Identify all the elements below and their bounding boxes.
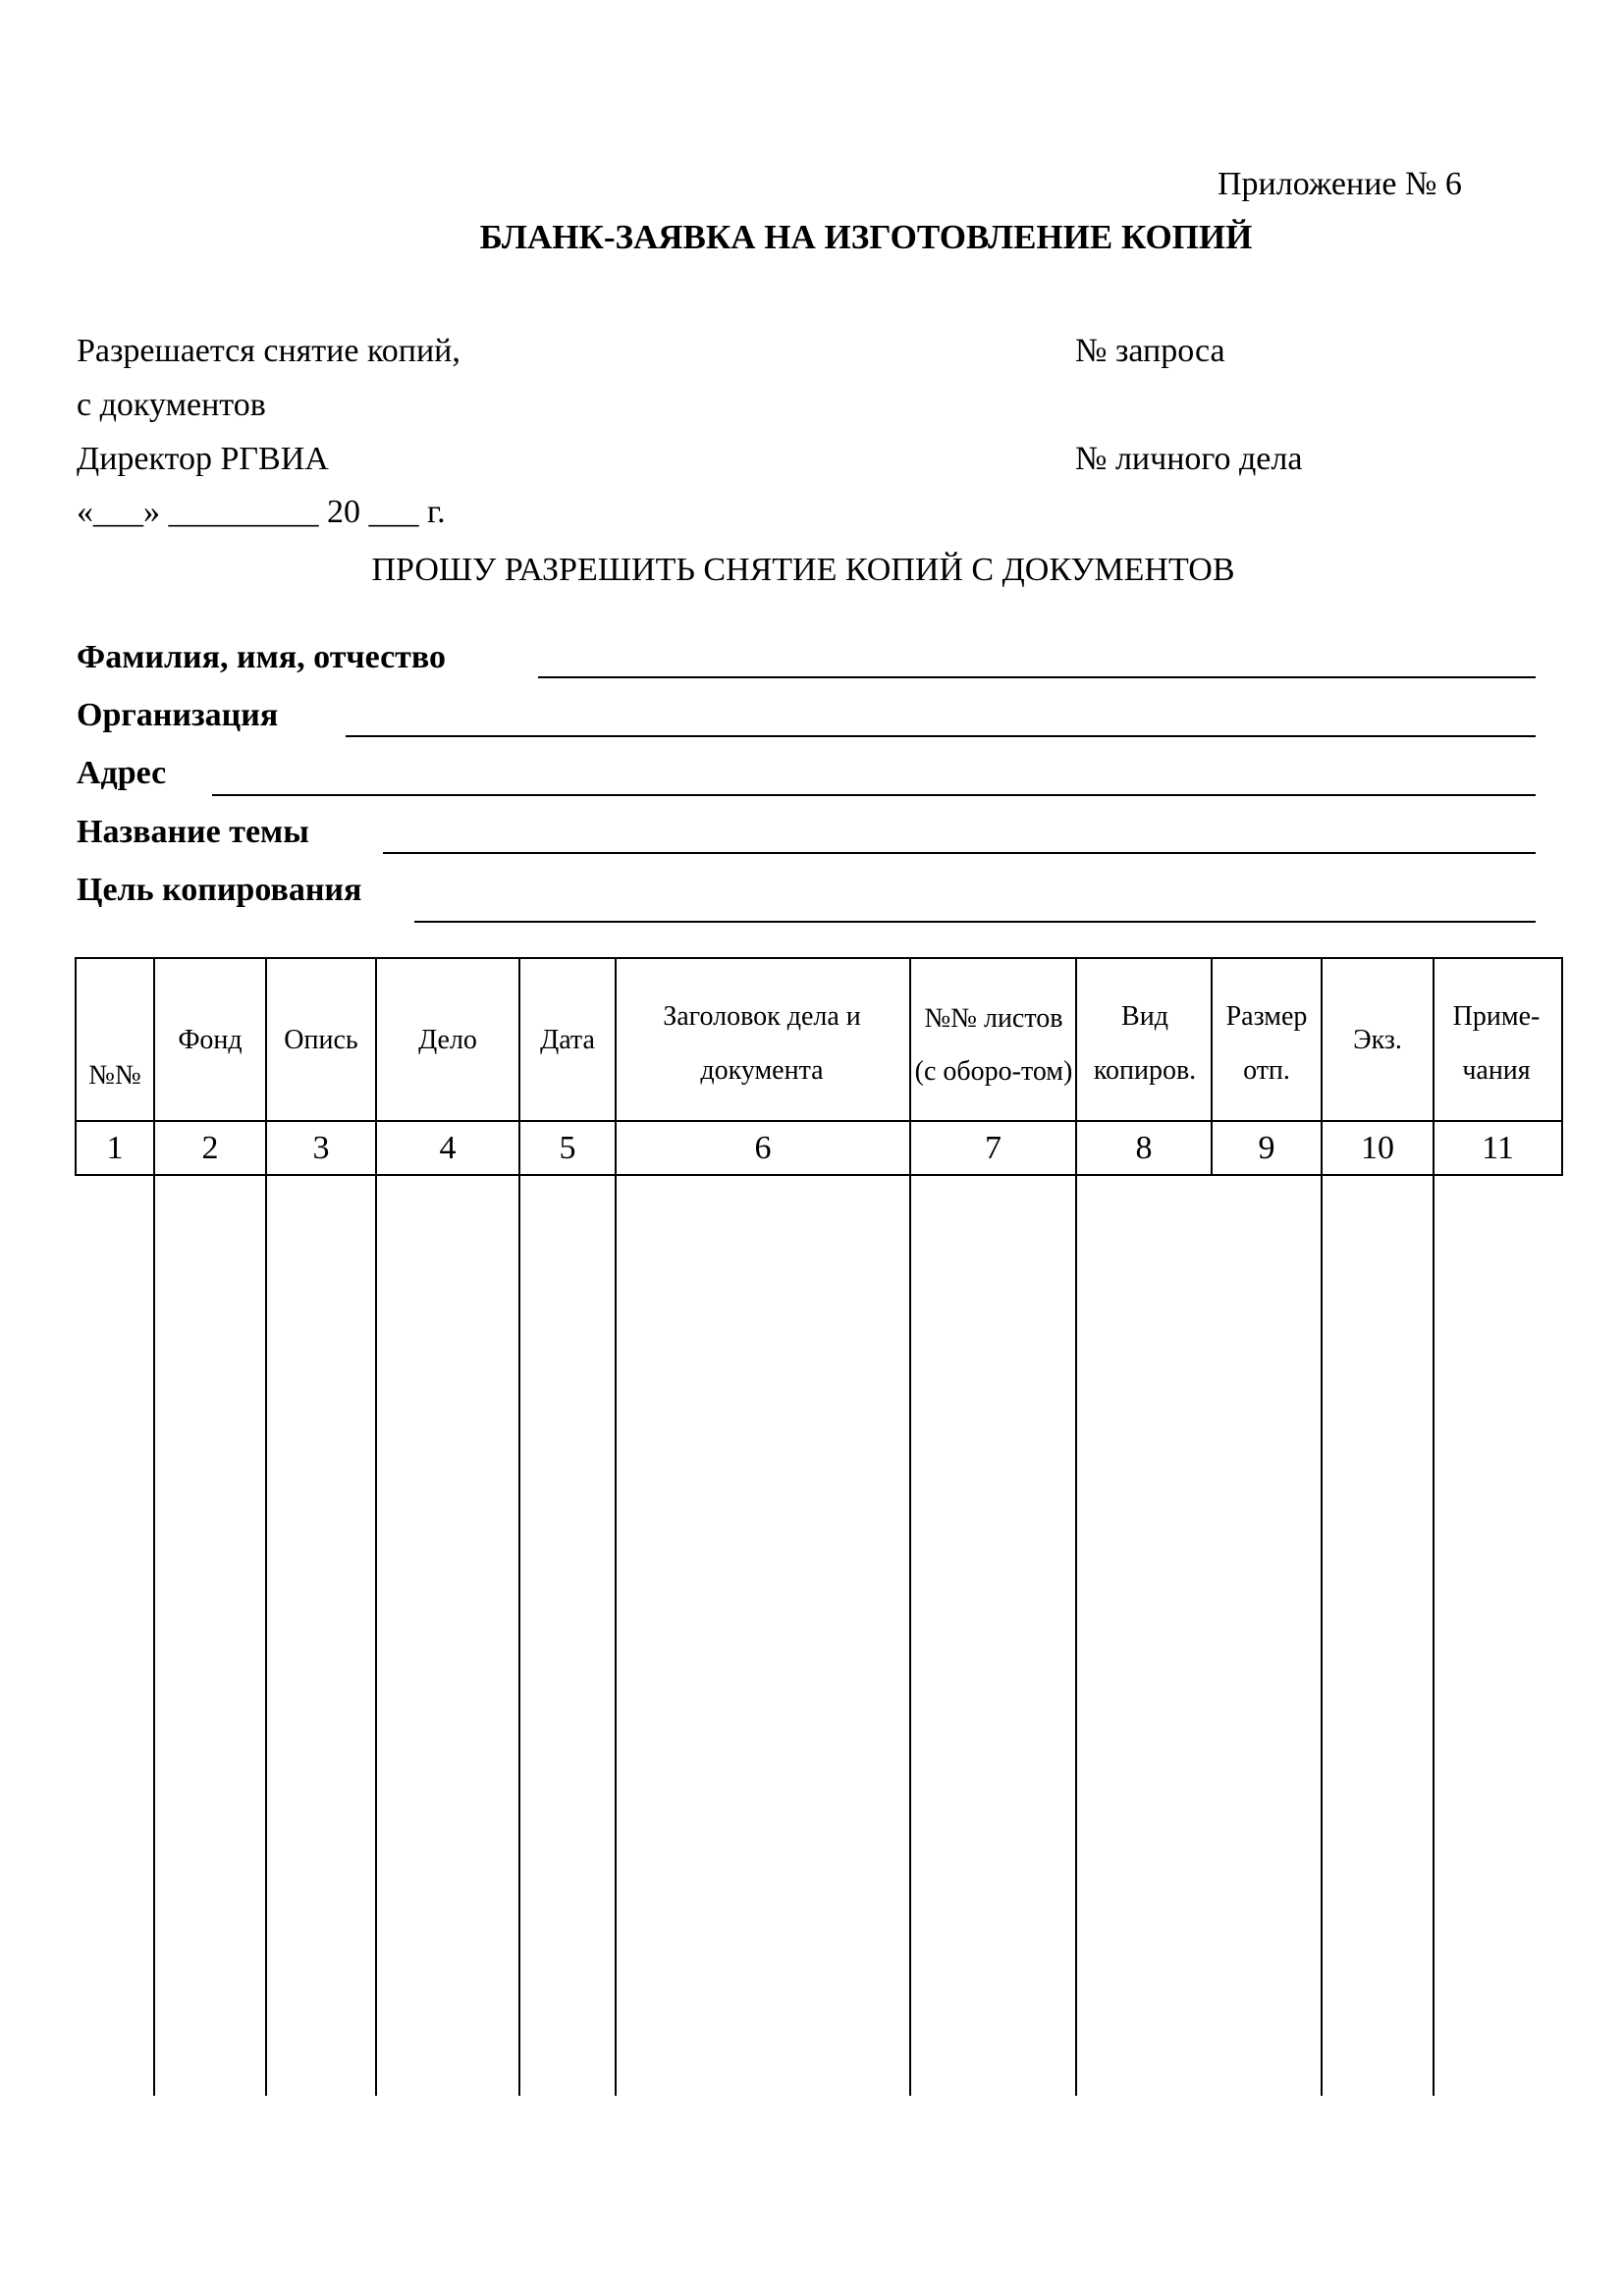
permission-line-1: Разрешается снятие копий, bbox=[77, 333, 460, 369]
permission-date-line: «___» _________ 20 ___ г. bbox=[77, 494, 446, 530]
purpose-label: Цель копирования bbox=[77, 872, 362, 908]
request-statement: ПРОШУ РАЗРЕШИТЬ СНЯТИЕ КОПИЙ С ДОКУМЕНТОВ bbox=[371, 552, 1235, 588]
full-name-field[interactable] bbox=[538, 676, 1536, 678]
column-number: 3 bbox=[312, 1129, 330, 1166]
header-cell-inventory: Опись bbox=[284, 1024, 358, 1055]
address-label: Адрес bbox=[77, 755, 167, 791]
topic-field[interactable] bbox=[383, 852, 1536, 854]
header-cell-notes: Приме-чания bbox=[1452, 1001, 1541, 1086]
organization-label: Организация bbox=[77, 697, 279, 733]
header-cell-fond: Фонд bbox=[178, 1024, 243, 1055]
request-number-label: № запроса bbox=[1075, 333, 1225, 369]
header-cell-title: Заголовок дела и документа bbox=[663, 1001, 861, 1086]
purpose-field[interactable] bbox=[414, 921, 1536, 923]
topic-label: Название темы bbox=[77, 814, 309, 850]
organization-field[interactable] bbox=[346, 735, 1536, 737]
column-number: 10 bbox=[1361, 1129, 1394, 1166]
column-number: 5 bbox=[559, 1129, 576, 1166]
header-cell-print-size: Размер отп. bbox=[1225, 1001, 1308, 1086]
personal-file-number-label: № личного дела bbox=[1075, 441, 1303, 477]
header-cell-file: Дело bbox=[418, 1024, 477, 1055]
header-cell-copies: Экз. bbox=[1353, 1024, 1402, 1055]
appendix-label: Приложение № 6 bbox=[1218, 166, 1462, 202]
header-cell-copy-type: Вид копиров. bbox=[1093, 1001, 1197, 1086]
address-field[interactable] bbox=[212, 794, 1536, 796]
column-number: 4 bbox=[439, 1129, 457, 1166]
table-right-border bbox=[1561, 957, 1563, 1176]
column-number: 6 bbox=[754, 1129, 772, 1166]
permission-line-2: с документов bbox=[77, 387, 266, 423]
column-number: 7 bbox=[985, 1129, 1001, 1166]
header-cell-number: №№ bbox=[88, 1059, 141, 1091]
column-number: 2 bbox=[201, 1129, 219, 1166]
column-number: 1 bbox=[106, 1129, 124, 1166]
page-title: БЛАНК-ЗАЯВКА НА ИЗГОТОВЛЕНИЕ КОПИЙ bbox=[479, 218, 1253, 256]
column-number: 9 bbox=[1258, 1129, 1275, 1166]
column-number: 8 bbox=[1135, 1129, 1153, 1166]
permission-line-3: Директор РГВИА bbox=[77, 441, 329, 477]
header-cell-sheets: №№ листов (с оборо-том) bbox=[914, 1003, 1073, 1087]
table-number-row-divider bbox=[75, 1174, 1563, 1176]
full-name-label: Фамилия, имя, отчество bbox=[77, 639, 447, 675]
header-cell-date: Дата bbox=[540, 1024, 595, 1055]
column-number: 11 bbox=[1482, 1129, 1514, 1166]
